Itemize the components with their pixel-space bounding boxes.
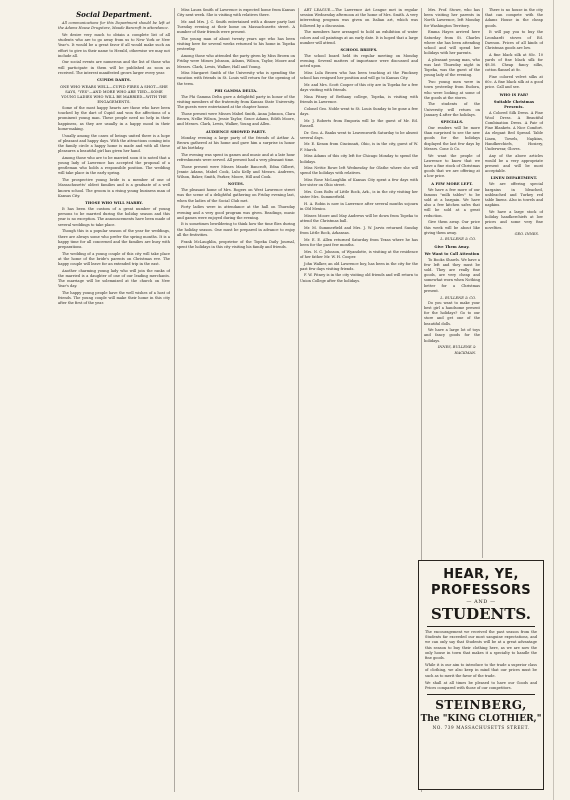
paragraph: The students of the University will return on January 4 after the holidays. <box>424 102 480 117</box>
ad-headline-4: STUDENTS. <box>431 605 531 623</box>
paragraph: Miss Laura Smith of Lawrence is expected home from Kansas City next week. She is visiting with relatives there. <box>177 8 295 18</box>
paragraph: Miss Adams of this city left for Chicago Monday to spend the holidays. <box>300 154 418 164</box>
subheading: SCHOOL BRIEFS. <box>340 47 378 52</box>
signature: L. BULLENE & CO. <box>440 295 476 300</box>
column-divider <box>174 8 175 792</box>
subheading: AUDIENCE SHOWED PARTY. <box>205 129 267 134</box>
paragraph: Mr. E. E. Allen returned Saturday from Texas where he has been for the past few months. <box>300 237 418 247</box>
paragraph: H. A. Robin is now in Lawrence after several months sojourn in Old Mexico. <box>300 202 418 212</box>
paragraph: The wedding of a young couple of this city will take place at the home of the bride's parents on Christmas eve. The happy couple will leave for an extended trip in the east. <box>58 251 170 267</box>
paragraph: The school board held its regular meeting on Monday evening. Several matters of importance were discussed and acted upon. <box>300 53 418 69</box>
paragraph: A fine black silk at 85c. 10 yards of fine black silk for $8.50. Cheap fancy silks, cotton flannel at 8c. <box>485 52 543 73</box>
paragraph: We desire very much to obtain a complete list of all students who are to go away from us to New York or New Year's. It would be a great favor if all would make such an effort to give in their name to Herald, otherwise we may not include all. <box>58 32 170 58</box>
paragraph: Some of the most happy hearts are those who have been touched by the dart of Cupid and won the affections of a prominent young man. These people need no help in their happiness, as they are usually in a happy mood in their home-making. <box>58 106 170 131</box>
signature: L. BULLENE & CO. <box>440 237 476 242</box>
paragraph: Misses Moore and May Andrews will be down from Topeka to attend the Christmas ball. <box>300 213 418 224</box>
paragraph: Any of the above articles would be a very appropriate present and will be most acceptable. <box>485 153 543 174</box>
paragraph: Mrs. Prof. Stowe, who has been visiting her parents in North Lawrence, left Monday for Washington Territory. <box>424 8 480 28</box>
paragraph: The young man of about twenty years age who has been visiting here for several weeks returned to his home in Topeka yesterday. <box>177 37 295 52</box>
paragraph: Do you want to make your best girl a handsome present for the holidays? Go to our store and get one of the beautiful dolls. <box>424 300 480 326</box>
paragraph: Fine colored velvet silks at 60c. A fine black silk at a good price. Call and see. <box>485 74 543 90</box>
intro-paragraph: All communications for this Department should be left at the Adams House Drugstore, Maude Bancroft in attendance. <box>58 21 170 31</box>
paragraph: Dr. Geo. A. Banks went to Leavenworth Saturday to be absent several days. <box>300 130 418 140</box>
paragraph: Though this is a popular season of the year for weddings, there are always some who prefer the spring months. It is a happy time for all concerned and the families are busy with preparations. <box>58 229 170 249</box>
steinberg-advertisement <box>418 560 544 790</box>
paragraph: Our readers will be more than surprised to see the new goods for the holidays displayed the last few days by Messrs. Cone & Co. <box>424 126 480 151</box>
subheading: LINEN DEPARTMENT. <box>490 176 538 181</box>
paragraph: The evening was spent in games and music and at a late hour refreshments were served. All present had a very pleasant time. <box>177 152 295 162</box>
ad-brand-tagline: The "KING CLOTHIER," <box>420 714 542 725</box>
paragraph: There is no house in the city that can compete with the Adams House in the cheap goods. <box>485 8 543 28</box>
ad-brand: STEINBERG, <box>435 698 527 713</box>
ad-body: The encouragement we received the past season from the Students far exceeded our most sanguine expectations, and we can only say that Students will be at a great advantage this season to buy their clothing here, as we are now the only house in town that makes it a specialty to handle the fine goods. <box>425 630 537 661</box>
paragraph: Usually among the cases of beings united there is a hope of pleasant and happy days. With the attractions coming into the family circle a happy home is made and with all these pleasures a beautiful girl has given her hand. <box>58 133 170 154</box>
paragraph: It has been the custom of a great number of young persons to be married during the holiday season and this year is no exception. The announcements have been made of several weddings to take place. <box>58 206 170 227</box>
subheading-deck: ONE WHO WEARS WELL—CUPID FIRES A SHOT—SHE SAYS, "YES"—AND MORE WHO ARE TIED—SOME YOUNG LADIES WHO WILL BE MARRIED—WITH THE ENGAGEMENTS. <box>60 85 168 105</box>
ad-rule <box>427 694 535 695</box>
paragraph: F. W. Pitney is in the city visiting old friends and will return to Union College after the holidays. <box>300 273 418 283</box>
paragraph: We have a large lot of toys and fancy goods for the holidays. <box>424 328 480 343</box>
paragraph: ART LEAGUE.—The Lawrence Art League met in regular session Wednesday afternoon at the home of Mrs. Smith. A very interesting program was given on Italian art, which was followed by a discussion. <box>300 8 418 28</box>
signature: INNES, BULLENE & HACKMAN. <box>437 345 476 355</box>
column-three <box>300 8 418 792</box>
paragraph: Those present were Misses Mabel Smith, Anna Johnson, Clara Brown, Nellie Wilson, Jessie Taylor, Grace Adams, Edith Moore, and Messrs. Clark, Lewis, Walker, Young and Allen. <box>177 111 295 127</box>
subheading: We Want to Call Attention <box>424 251 480 256</box>
paragraph: The happy young people have the well wishes of a host of friends. The young couple will make their home in this city after the first of the year. <box>58 291 170 306</box>
paragraph: John Walker, an old Lawrence boy, has been in the city for the past few days visiting friends. <box>300 261 418 271</box>
paragraph: We want the people of Lawrence to know that we have a fine stock of Christmas goods that we are offering at a low price. <box>424 153 480 179</box>
subheading: A FEW MORE LEFT. <box>431 181 473 186</box>
paragraph: It will pay you to buy the Leonhardt stoves of Ed. Dawson. Prices of all kinds of Christmas goods are low. <box>485 30 543 50</box>
subheading: Suitable Christmas Presents. <box>493 99 535 109</box>
paragraph: A Colored Silk Dress. A Fine Wool Dress. A Beautiful Combination Dress. A Pair of Fine Blankets. A Nice Comfort. An elegant Bed Spread. Table Linen, Towels, Napkins, Handkerchiefs, Hosiery, Underwear, Gloves. <box>485 110 543 151</box>
ad-address: NO. 739 MASSACHUSETTS STREET. <box>432 725 530 731</box>
column-five <box>485 8 543 558</box>
paragraph: The Phi Gamma Delta gave a delightful party in honor of the visiting members of the fraternity from Kansas State University. The guests were entertained at the chapter house. <box>177 94 295 110</box>
paragraph: Mr. E. Kenon from Cincinnati, Ohio, is in the city, guest of W. F. March. <box>300 142 418 152</box>
paragraph: It is sometimes bewildering to think how the time flies during the holiday season. One must be prepared in advance to enjoy all the festivities. <box>177 222 295 237</box>
paragraph: Emma Hayes arrived here Saturday from St. Charles where she has been attending school and will spend her holidays with her parents. <box>424 30 480 56</box>
column-divider <box>482 8 483 558</box>
paragraph: Mr. and Mrs. J. C. Smith entertained with a dinner party last Tuesday evening at their home on Massachusetts street. A number of their friends were present. <box>177 19 295 35</box>
paragraph: Forty ladies were in attendance at the hall on Thursday evening and a very good program was given. Readings, music and games were enjoyed during the evening. <box>177 205 295 220</box>
paragraph: The pleasant home of Mrs. Rogers on West Lawrence street was the scene of a delightful gathering on Friday evening last, when the ladies of the Social Club met. <box>177 188 295 203</box>
column-two <box>177 8 295 792</box>
paragraph: Those present were Misses Maude Bancroft, Edna Gilbert, Jennie Adams, Mabel Cook, Lulu Kelly and Messrs. Andrews, Wilson, Baker, Smith, Parker, Moore, Hill and Cook. <box>177 164 295 179</box>
paragraph: To Books Shawls. We have a few left and they must be sold. They are really fine goods, are very cheap and somewhat worn when Nothing better for a Christmas present. <box>424 257 480 293</box>
subheading: WHO IS FAB? <box>499 92 529 97</box>
paragraph: Frank McLaughlin, proprietor of the Topeka Daily Journal, spent the holidays in this city visiting his family and friends. <box>177 239 295 249</box>
paragraph: We have a few more of our famous "milk tables" to be sold at a bargain. We have also a few kitchen safes that will be sold at a great reduction. <box>424 187 480 218</box>
subheading: THOSE WHO WILL MARRY. <box>85 200 143 205</box>
section-heading: Social Department. <box>76 10 152 19</box>
paragraph: We are offering special bargains in bleached, unbleached and Turkey red table linens. Also in towels and napkins. <box>485 182 543 208</box>
subheading: SPECIALS. <box>440 120 464 125</box>
ad-body: We shall at all times be pleased to have our Goods and Prices compared with those of our competitors. <box>425 680 537 691</box>
paragraph: Two young men were in town yesterday from Eudora, who were looking at some of the goods at the stores. <box>424 80 480 100</box>
paragraph: The members have arranged to hold an exhibition of water colors and oil paintings at an early date. It is hoped that a large number will attend. <box>300 30 418 45</box>
paragraph: Give them away. Our price this week will be about like giving them away. <box>424 220 480 235</box>
paragraph: Miss Margaret Smith of the University who is spending the vacation with friends in St. Louis will return for the opening of the term. <box>177 71 295 86</box>
page-edge <box>553 0 554 800</box>
ad-headline-3: — AND — <box>466 599 496 605</box>
paragraph: Monday evening a large party of the friends of Arthur A. Brown gathered at his home and gave him a surprise in honor of his birthday. <box>177 135 295 150</box>
paragraph: Miss Nettie Rowe left Wednesday for Olathe where she will spend the holidays with relatives. <box>300 166 418 176</box>
ad-body: While it is our aim to introduce to the trade a superior class of clothing, we also keep in mind that our prices must be such as to merit the favor of the trade. <box>425 663 537 678</box>
ad-headline-1: HEAR, YE, <box>443 567 519 582</box>
signature: GEO. INNES. <box>514 232 539 237</box>
paragraph: Among those who attended the party given by Miss Brown on Friday were Misses Johnson, Adams, Wilson, Taylor, Moore and Messrs. Clark, Lewis, Walker, Hall and Young. <box>177 54 295 69</box>
paragraph: Mr. J. Roberts from Emporia will be the guest of Mr. Ed. Russell. <box>300 118 418 128</box>
paragraph: Mr. M. Summerfield and Mrs. J. W. Jarvis returned Sunday from Little Rock, Arkansas. <box>300 225 418 236</box>
subheading: Give Them Away. <box>434 244 470 249</box>
paragraph: Nina Pitney of Bethany college, Topeka, is visiting with friends in Lawrence. <box>300 94 418 105</box>
paragraph: Mrs. N. C. Johnson, of Wyandotte, is visiting at the residence of her father Mr. W. H. Cooper. <box>300 249 418 259</box>
paragraph: Miss Rose McLaughlin of Kansas City spent a few days with her sister on Ohio street. <box>300 178 418 188</box>
column-social-department <box>58 8 170 792</box>
paragraph: Mrs. Cora Bolts of Little Rock, Ark., is in the city visiting her sister Mrs. Summerfield. <box>300 190 418 200</box>
column-divider <box>298 8 299 792</box>
paragraph: Among those who are to be married soon it is noted that a young lady of Lawrence has accepted the proposal of a gentleman who holds a responsible position. The wedding will take place in the early spring. <box>58 155 170 176</box>
ad-headline-2: PROFESSORS <box>431 583 531 598</box>
column-four <box>424 8 480 558</box>
ad-rule <box>427 626 535 627</box>
paragraph: We have a large stock of holiday handkerchiefs at low prices and some very fine novelties. <box>485 210 543 230</box>
subheading: CUPIDS DARTS. <box>97 78 131 83</box>
subheading: PHI GAMMA DELTA. <box>214 88 258 93</box>
paragraph: Miss Lula Brown who has been teaching at the Pinckney school has resigned her position and will go to Kansas City. <box>300 71 418 81</box>
paragraph: Mr. and Mrs. Scott Cooper of this city are in Topeka for a few days visiting with friends. <box>300 82 418 93</box>
paragraph: A pleasant young man, who was last Thursday night in Topeka, was the guest of the young lady of the evening. <box>424 57 480 78</box>
paragraph: The prospective young bride is a member of one of Massachusetts' oldest families and is a graduate of a well known school. The groom is a rising young business man of Kansas City. <box>58 178 170 198</box>
paragraph: Colonel Geo. Noble went to St. Louis Sunday to be gone a few days. <box>300 106 418 116</box>
subheading: NOTES. <box>227 182 245 187</box>
paragraph: Our social events are numerous and the list of those who will participate in them will be published as soon as received. The interest manifested grows larger every year. <box>58 60 170 75</box>
paragraph: Another charming young lady who will join the ranks of the married is a daughter of one of our leading merchants. The marriage will be solemnized at the church on New Year's day. <box>58 268 170 289</box>
